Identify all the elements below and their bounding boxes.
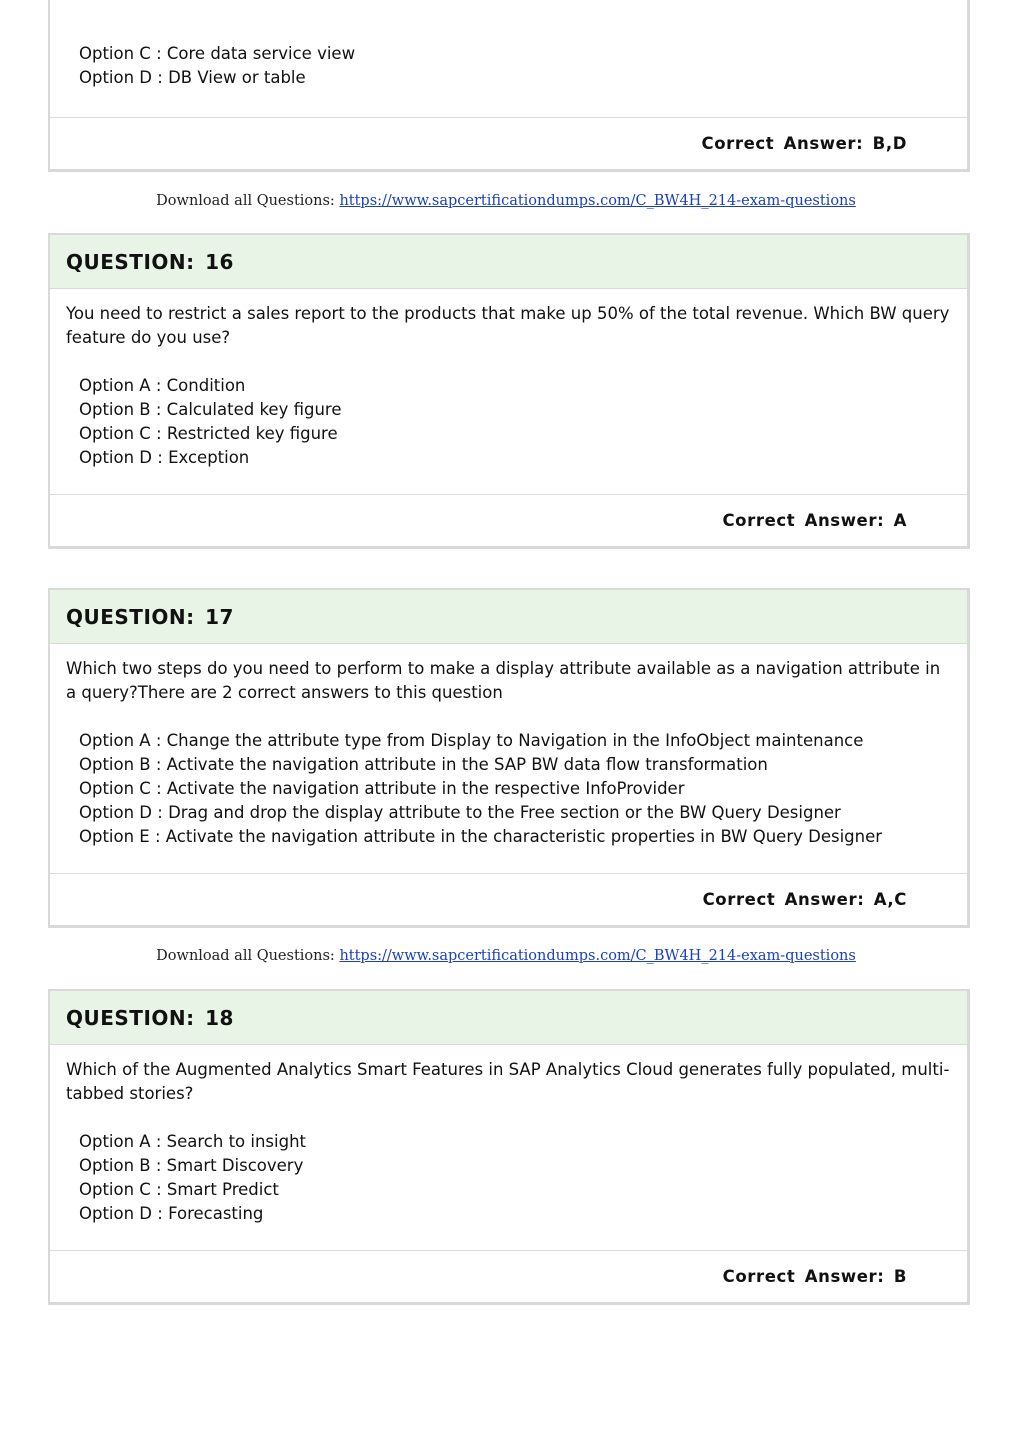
option-item: Option D : Drag and drop the display attribute to the Free section or the BW Query Designer bbox=[79, 803, 841, 822]
option-item: Option C : Core data service view bbox=[79, 44, 356, 63]
question-text: You need to restrict a sales report to the products that make up 50% of the total revenue. Which BW query feature do you use? bbox=[66, 304, 950, 347]
option-item: Option A : Change the attribute type from Display to Navigation in the InfoObject maintenance bbox=[79, 731, 864, 750]
question-card-partial bbox=[48, 0, 970, 172]
question-header bbox=[50, 235, 967, 289]
option-item: Option C : Restricted key figure bbox=[79, 424, 338, 443]
option-item: Option E : Activate the navigation attribute in the characteristic properties in BW Query Designer bbox=[79, 827, 883, 846]
answer-row bbox=[50, 118, 967, 168]
option-item: Option B : Activate the navigation attribute in the SAP BW data flow transformation bbox=[79, 755, 768, 774]
options-list bbox=[66, 374, 951, 470]
question-body bbox=[50, 644, 967, 874]
answer-row bbox=[50, 874, 967, 924]
option-item: Option A : Condition bbox=[79, 376, 246, 395]
download-line bbox=[0, 193, 1012, 209]
correct-answer: Correct Answer: B bbox=[722, 1266, 907, 1286]
question-header bbox=[50, 991, 967, 1045]
option-item: Option C : Smart Predict bbox=[79, 1180, 279, 1199]
option-item: Option B : Calculated key figure bbox=[79, 400, 342, 419]
correct-answer: Correct Answer: A,C bbox=[702, 889, 907, 909]
download-label: Download all Questions: bbox=[156, 948, 335, 964]
option-item: Option D : DB View or table bbox=[79, 68, 306, 87]
option-item: Option A : Search to insight bbox=[79, 1132, 307, 1151]
answer-row bbox=[50, 1251, 967, 1301]
question-card bbox=[48, 233, 970, 549]
download-line bbox=[0, 948, 1012, 964]
option-item: Option D : Forecasting bbox=[79, 1204, 264, 1223]
answer-row bbox=[50, 495, 967, 545]
question-title: QUESTION: 16 bbox=[66, 249, 234, 274]
option-item: Option C : Activate the navigation attribute in the respective InfoProvider bbox=[79, 779, 685, 798]
question-header bbox=[50, 590, 967, 644]
question-text: Which two steps do you need to perform to make a display attribute available as a navigation attribute in a query?There are 2 correct answers to this question bbox=[66, 659, 941, 702]
correct-answer: Correct Answer: A bbox=[722, 510, 907, 530]
question-body bbox=[50, 289, 967, 495]
question-title: QUESTION: 18 bbox=[66, 1005, 234, 1030]
question-card bbox=[48, 588, 970, 928]
download-link[interactable]: https://www.sapcertificationdumps.com/C_BW4H_214-exam-questions bbox=[339, 193, 856, 209]
question-body bbox=[50, 0, 967, 118]
question-title: QUESTION: 17 bbox=[66, 604, 234, 629]
option-item: Option B : Smart Discovery bbox=[79, 1156, 304, 1175]
option-item: Option D : Exception bbox=[79, 448, 250, 467]
options-list bbox=[66, 1130, 951, 1226]
options-list bbox=[66, 42, 951, 90]
correct-answer: Correct Answer: B,D bbox=[701, 133, 907, 153]
download-link[interactable]: https://www.sapcertificationdumps.com/C_BW4H_214-exam-questions bbox=[339, 948, 856, 964]
question-body bbox=[50, 1045, 967, 1251]
question-text: Which of the Augmented Analytics Smart Features in SAP Analytics Cloud generates fully populated, multi-tabbed stories? bbox=[66, 1060, 950, 1103]
download-label: Download all Questions: bbox=[156, 193, 335, 209]
options-list bbox=[66, 729, 951, 849]
question-card bbox=[48, 989, 970, 1305]
